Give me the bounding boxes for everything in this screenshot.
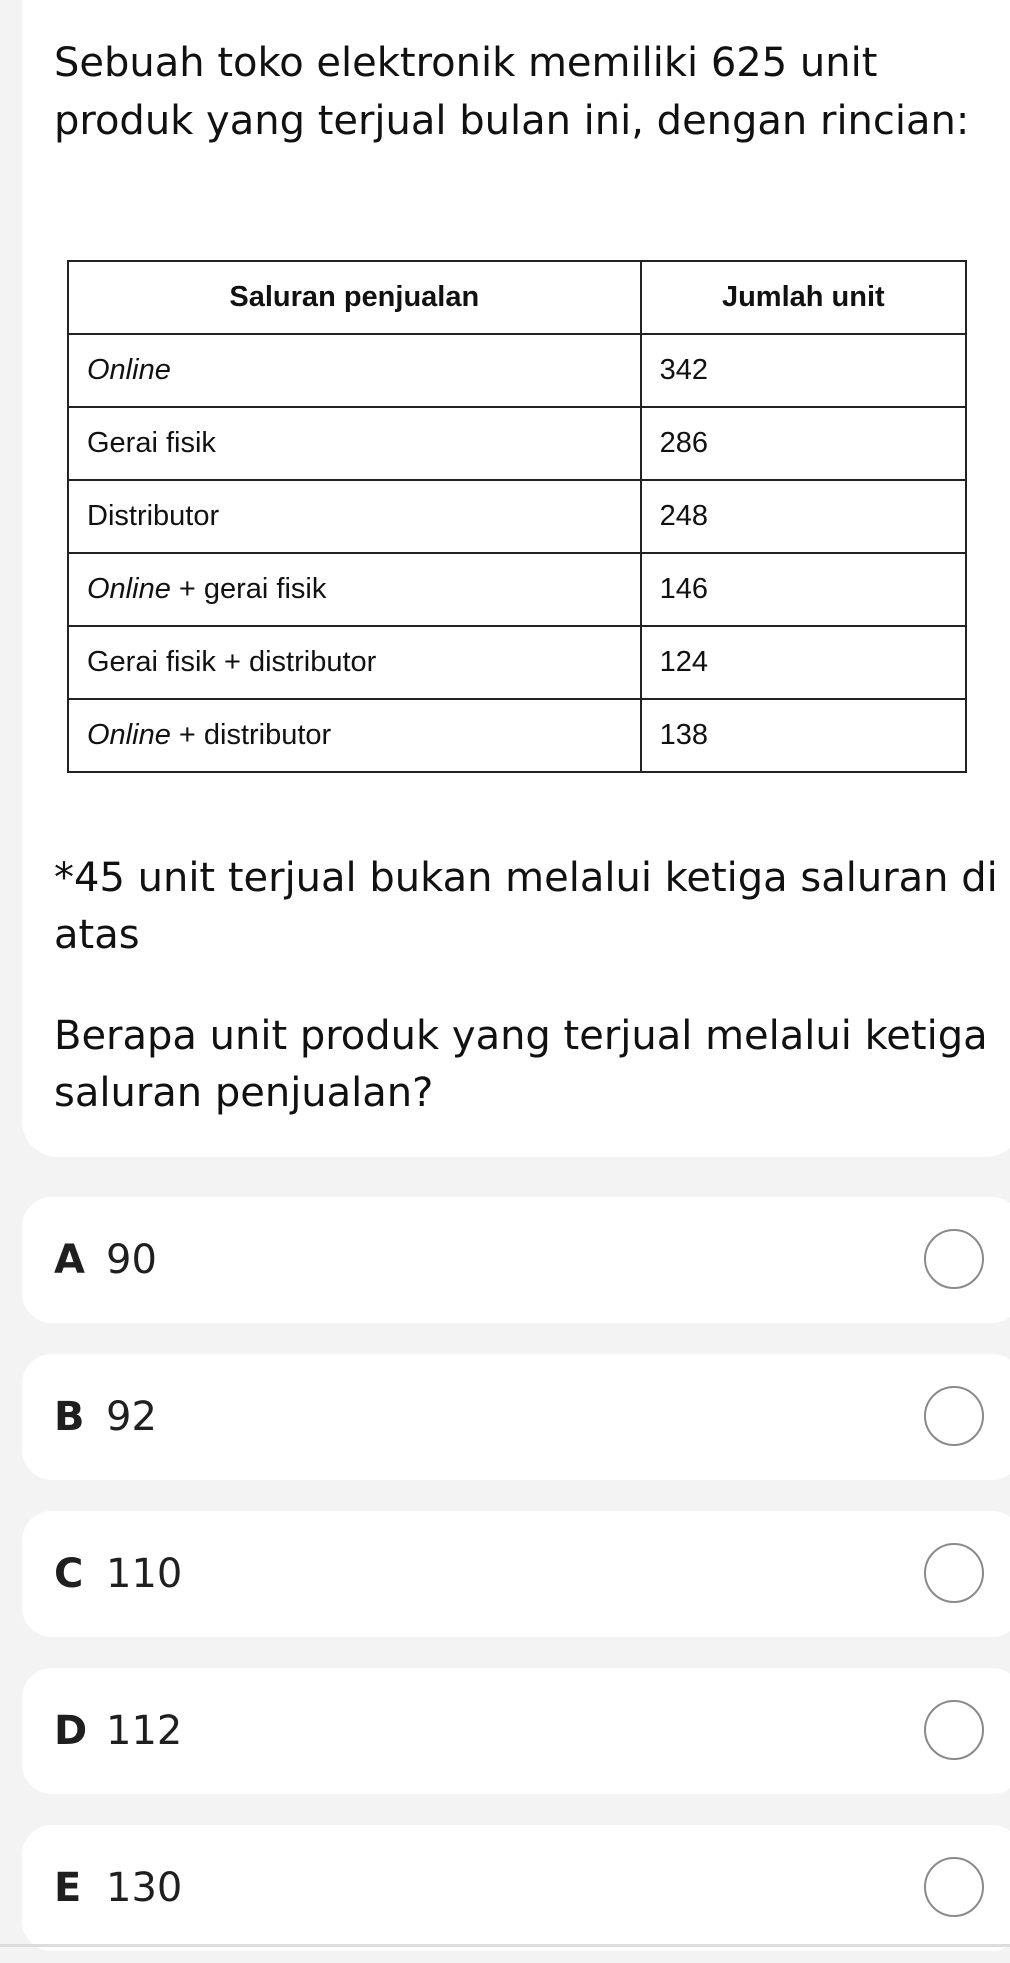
radio-button[interactable] <box>924 1543 984 1603</box>
radio-button[interactable] <box>924 1700 984 1760</box>
table-cell-channel: Gerai fisik <box>68 407 641 480</box>
table-row <box>68 334 966 407</box>
answer-option-c[interactable] <box>22 1511 1010 1637</box>
table-cell-units: 146 <box>641 553 966 626</box>
option-letter: C <box>54 1551 84 1597</box>
table-cell-channel: Online <box>68 334 641 407</box>
table-note: *45 unit terjual bukan melalui ketiga saluran di atas <box>54 855 998 958</box>
question-card <box>22 0 1010 1157</box>
radio-button[interactable] <box>924 1857 984 1917</box>
question-prompt: Berapa unit produk yang terjual melalui ketiga saluran penjualan? <box>54 1013 988 1116</box>
question-intro: Sebuah toko elektronik memiliki 625 unit produk yang terjual bulan ini, dengan rincian: <box>54 40 970 144</box>
answer-option-b[interactable] <box>22 1354 1010 1480</box>
answer-option-a[interactable] <box>22 1197 1010 1323</box>
option-value: 112 <box>106 1708 183 1754</box>
option-value: 130 <box>106 1865 183 1911</box>
table-row <box>68 626 966 699</box>
table-cell-channel: Online + distributor <box>68 699 641 772</box>
option-value: 90 <box>106 1237 157 1283</box>
table-cell-channel: Distributor <box>68 480 641 553</box>
option-letter: A <box>54 1237 85 1283</box>
option-letter: B <box>54 1394 85 1440</box>
option-value: 92 <box>106 1394 157 1440</box>
table-cell-units: 124 <box>641 626 966 699</box>
answer-option-e[interactable] <box>22 1825 1010 1951</box>
table-cell-channel: Gerai fisik + distributor <box>68 626 641 699</box>
table-cell-units: 138 <box>641 699 966 772</box>
table-header-row <box>68 261 966 334</box>
table-cell-channel: Online + gerai fisik <box>68 553 641 626</box>
bottom-divider <box>0 1944 1010 1947</box>
table-row <box>68 553 966 626</box>
table-header-units: Jumlah unit <box>641 261 966 334</box>
table-row <box>68 407 966 480</box>
option-value: 110 <box>106 1551 183 1597</box>
option-letter: E <box>54 1865 82 1911</box>
sales-table <box>67 260 967 773</box>
radio-button[interactable] <box>924 1229 984 1289</box>
table-header-channel: Saluran penjualan <box>68 261 641 334</box>
table-cell-units: 248 <box>641 480 966 553</box>
table-row <box>68 480 966 553</box>
option-letter: D <box>54 1708 88 1754</box>
answer-option-d[interactable] <box>22 1668 1010 1794</box>
radio-button[interactable] <box>924 1386 984 1446</box>
table-row <box>68 699 966 772</box>
table-cell-units: 342 <box>641 334 966 407</box>
table-cell-units: 286 <box>641 407 966 480</box>
